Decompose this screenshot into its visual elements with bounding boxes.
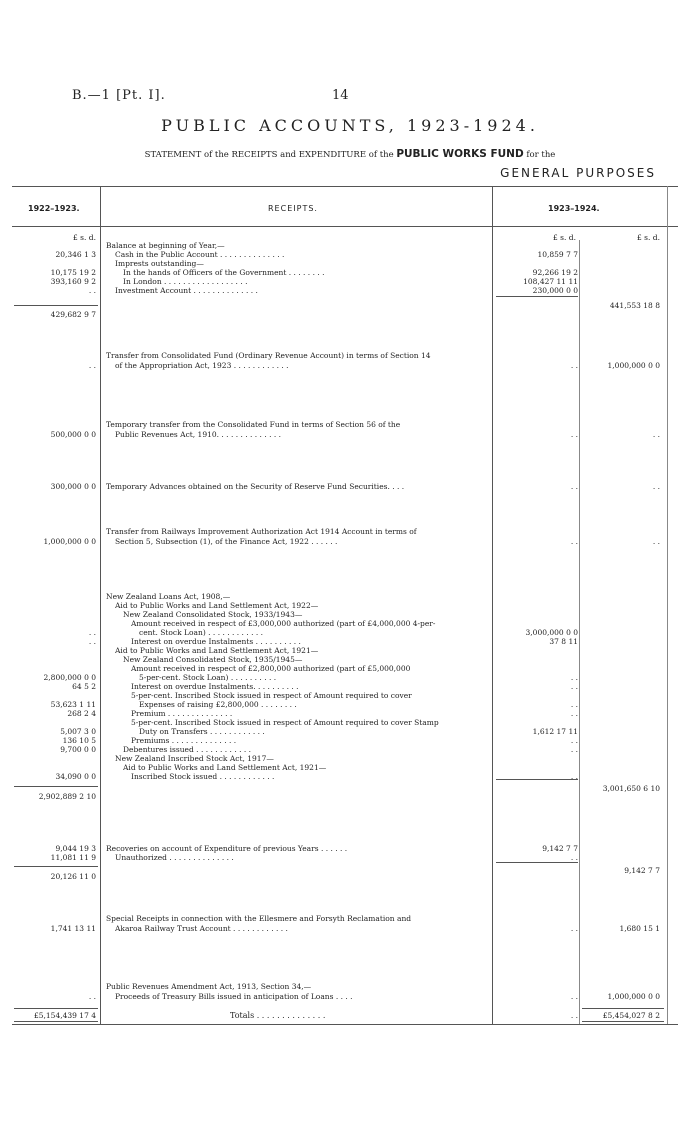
amount-current-detail: . . [570,709,578,718]
receipt-description: Amount received in respect of £3,000,000 authorized (part of £4,000,000 4-per- [131,619,436,628]
receipt-description: Temporary transfer from the Consolidated Fund in terms of Section 56 of the [106,420,401,429]
receipt-description: Transfer from Consolidated Fund (Ordinary Revenue Account) in terms of Section 14 [106,351,431,360]
amount-current-detail: . . [570,361,578,370]
receipt-description: Transfer from Railways Improvement Authorization Act 1914 Account in terms of [106,527,417,536]
amount-current-detail: 230,000 0 0 [532,286,578,295]
receipt-description: New Zealand Consolidated Stock, 1933/1943— [123,610,303,619]
receipt-description: New Zealand Loans Act, 1908,— [106,592,231,601]
receipt-description: Interest on overdue Instalments. . . . . . . . . . [131,682,299,691]
column-header-prev-year: 1922–1923. [28,204,80,213]
receipt-description: Balance at beginning of Year,— [106,241,225,250]
subtotal-rule [496,862,578,863]
header-bottom-rule [12,226,678,227]
receipt-description: 5-per-cent. Inscribed Stock issued in respect of Amount required to cover Stamp [131,718,439,727]
amount-current-detail: . . [570,700,578,709]
column-divider-cash [579,240,580,1024]
receipt-description: Aid to Public Works and Land Settlement Act, 1921— [123,763,327,772]
amount-prev-year: . . [88,992,96,1001]
totals-cash: . . [570,1011,578,1020]
totals-prev-year: £5,154,439 17 4 [33,1011,96,1020]
amount-current-total: . . [652,482,660,491]
amount-prev-year: . . [88,628,96,637]
amount-current-total: 1,000,000 0 0 [607,361,660,370]
receipt-description: 5-per-cent. Stock Loan) . . . . . . . . . . [139,673,277,682]
amount-prev-year: 9,700 0 0 [60,745,96,754]
amount-current-detail: . . [570,772,578,781]
amount-prev-year: 2,800,000 0 0 [43,673,96,682]
amount-current-detail: . . [570,430,578,439]
amount-current-detail: 9,142 7 7 [542,844,578,853]
amount-current-total: 3,001,650 6 10 [602,784,660,793]
receipt-description: In the hands of Officers of the Government . . . . . . . . [123,268,325,277]
table-right-edge [667,186,668,1024]
amount-current-detail: . . [570,673,578,682]
subtotal-rule [496,296,578,297]
amount-prev-year: 20,346 1 3 [55,250,96,259]
table-bottom-rule [12,1024,678,1025]
receipt-description: Premiums . . . . . . . . . . . . . . [131,736,237,745]
receipt-description: Proceeds of Treasury Bills issued in anticipation of Loans . . . . [115,992,353,1001]
amount-current-detail: 1,612 17 11 [532,727,578,736]
amount-current-total: 1,680 15 1 [619,924,660,933]
receipt-description: Public Revenues Act, 1910. . . . . . . . . . . . . . [115,430,282,439]
receipt-description: Recoveries on account of Expenditure of previous Years . . . . . . [106,844,348,853]
amount-current-total: . . [652,537,660,546]
amount-prev-year: 429,682 9 7 [50,310,96,319]
subtotal-rule [14,866,98,867]
receipt-description: cent. Stock Loan) . . . . . . . . . . . . [139,628,263,637]
amount-prev-year: 393,160 9 2 [50,277,96,286]
receipt-description: Public Revenues Amendment Act, 1913, Section 34,— [106,982,312,991]
page-title: PUBLIC ACCOUNTS, 1923-1924. [161,116,539,135]
receipt-description: Temporary Advances obtained on the Security of Reserve Fund Securities. . . . [106,482,405,491]
receipt-description: Debentures issued . . . . . . . . . . . . [123,745,252,754]
amount-current-detail: . . [570,853,578,862]
totals-double-rule [582,1021,664,1022]
amount-current-detail: 37 8 11 [549,637,578,646]
amount-current-detail: 3,000,000 0 0 [525,628,578,637]
receipt-description: Interest on overdue Instalments . . . . . . . . . . [131,637,301,646]
amount-prev-year: 9,044 19 3 [55,844,96,853]
statement-subtitle [0,148,700,160]
receipt-description: New Zealand Consolidated Stock, 1935/1945— [123,655,303,664]
receipt-description: of the Appropriation Act, 1923 . . . . . . . . . . . . [115,361,289,370]
amount-current-detail: . . [570,482,578,491]
amount-prev-year: 11,081 11 9 [50,853,96,862]
totals-double-rule [14,1021,98,1022]
amount-prev-year: . . [88,286,96,295]
amount-current-detail: . . [570,736,578,745]
amount-prev-year: . . [88,361,96,370]
subtitle-fund: PUBLIC WORKS FUND [396,148,524,160]
receipt-description: Aid to Public Works and Land Settlement Act, 1922— [115,601,319,610]
receipt-description: New Zealand Inscribed Stock Act, 1917— [115,754,274,763]
amount-prev-year: 53,623 1 11 [50,700,96,709]
receipt-description: Special Receipts in connection with the Ellesmere and Forsyth Reclamation and [106,914,412,923]
totals-current-year: £5,454,027 8 2 [602,1011,660,1020]
amount-current-detail: . . [570,537,578,546]
receipt-description: Section 5, Subsection (1), of the Finance Act, 1922 . . . . . . [115,537,338,546]
column-divider-left [100,186,101,1024]
receipt-description: Unauthorized . . . . . . . . . . . . . . [115,853,234,862]
amount-current-detail: 108,427 11 11 [523,277,578,286]
amount-prev-year: 136 10 5 [62,736,96,745]
amount-prev-year: 2,902,889 2 10 [38,792,96,801]
column-divider-right [492,186,493,1024]
subtitle-purpose: GENERAL PURPOSES [500,166,656,180]
subtitle-pre: STATEMENT of the RECEIPTS and EXPENDITURE of the [144,150,394,160]
document-reference: B.—1 [Pt. I]. [72,88,166,103]
receipt-description: Expenses of raising £2,800,000 . . . . . . . . [139,700,297,709]
amount-prev-year: 500,000 0 0 [50,430,96,439]
totals-rule [14,1008,98,1009]
table-top-rule [12,186,678,187]
amount-prev-year: . . [88,637,96,646]
receipt-description: Duty on Transfers . . . . . . . . . . . . [139,727,265,736]
subtitle-post: for the [526,150,556,160]
amount-prev-year: 268 2 4 [67,709,96,718]
unit-header-prev: £ s. d. [73,233,96,242]
amount-prev-year: 300,000 0 0 [50,482,96,491]
amount-current-detail: . . [570,745,578,754]
receipt-description: 5-per-cent. Inscribed Stock issued in respect of Amount required to cover [131,691,412,700]
receipt-description: Premium . . . . . . . . . . . . . . [131,709,233,718]
unit-header-total: £ s. d. [637,233,660,242]
totals-label: Totals . . . . . . . . . . . . . . [230,1011,326,1020]
amount-current-total: 441,553 18 8 [609,301,660,310]
amount-prev-year: 34,090 0 0 [55,772,96,781]
receipt-description: Amount received in respect of £2,800,000 authorized (part of £5,000,000 [131,664,411,673]
column-header-receipts: RECEIPTS. [268,204,318,213]
amount-current-total: 9,142 7 7 [624,866,660,875]
column-header-curr-year: 1923–1924. [548,204,600,213]
subtotal-rule [14,305,98,306]
receipt-description: Inscribed Stock issued . . . . . . . . . . . . [131,772,275,781]
amount-current-detail: . . [570,992,578,1001]
amount-prev-year: 1,000,000 0 0 [43,537,96,546]
totals-rule [582,1008,664,1009]
amount-prev-year: 5,007 3 0 [60,727,96,736]
receipt-description: Imprests outstanding— [115,259,204,268]
receipt-description: Investment Account . . . . . . . . . . . . . . [115,286,258,295]
amount-current-detail: . . [570,682,578,691]
amount-current-detail: . . [570,924,578,933]
page-number: 14 [332,88,349,103]
receipt-description: Aid to Public Works and Land Settlement Act, 1921— [115,646,319,655]
receipt-description: In London . . . . . . . . . . . . . . . . . . [123,277,248,286]
amount-prev-year: 10,175 19 2 [50,268,96,277]
amount-current-total: . . [652,430,660,439]
amount-current-detail: 92,266 19 2 [532,268,578,277]
amount-current-detail: 10,859 7 7 [537,250,578,259]
amount-prev-year: 1,741 13 11 [50,924,96,933]
receipt-description: Cash in the Public Account . . . . . . . . . . . . . . [115,250,285,259]
amount-prev-year: 64 5 2 [72,682,96,691]
unit-header-cash: £ s. d. [553,233,576,242]
subtotal-rule [14,786,98,787]
amount-current-total: 1,000,000 0 0 [607,992,660,1001]
amount-prev-year: 20,126 11 0 [50,872,96,881]
receipt-description: Akaroa Railway Trust Account . . . . . . . . . . . . [115,924,288,933]
